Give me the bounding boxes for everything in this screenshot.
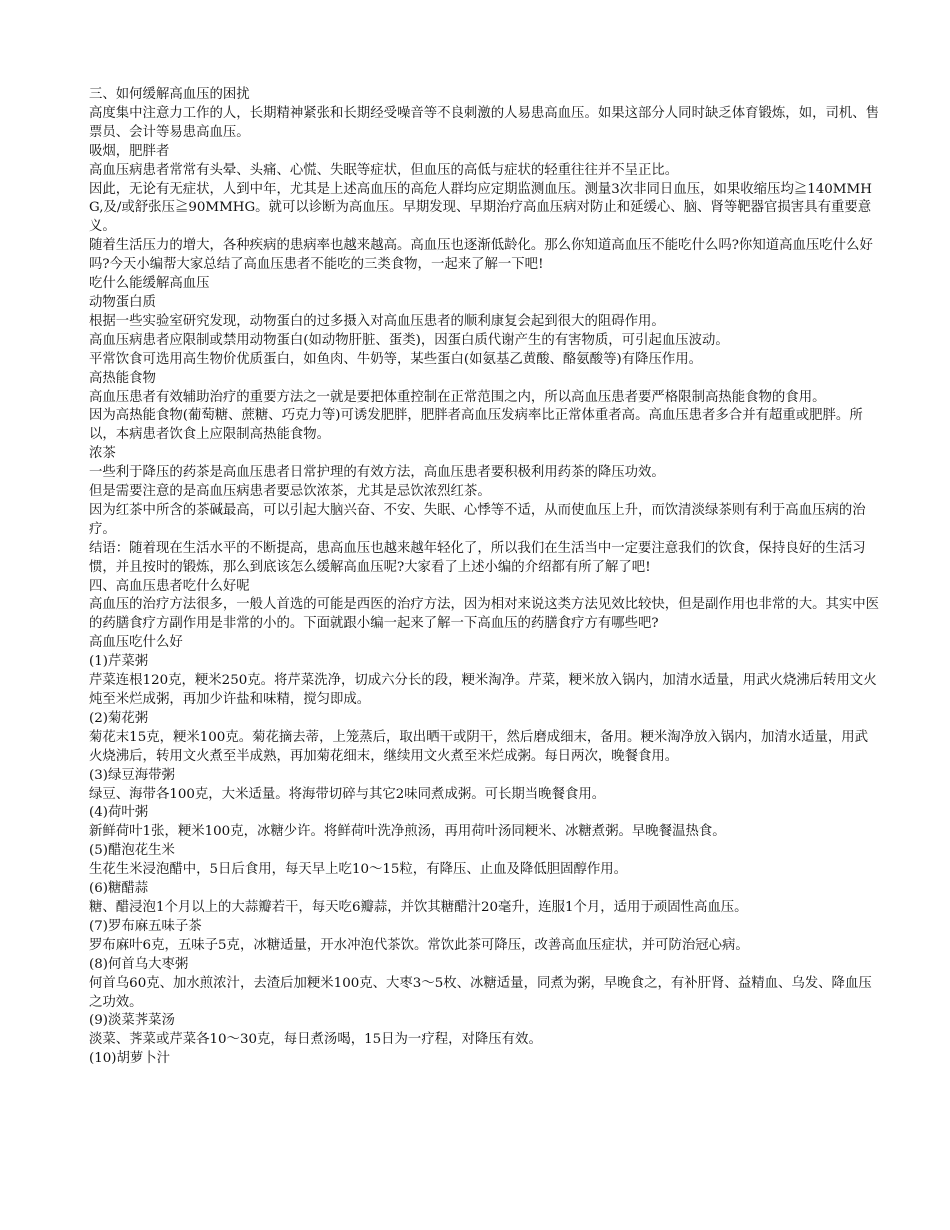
recipe-text: 绿豆、海带各100克，大米适量。将海带切碎与其它2味同煮成粥。可长期当晚餐食用。 — [89, 786, 606, 802]
subheading: 浓茶 — [89, 446, 116, 462]
recipe-title: (10)胡萝卜汁 — [89, 1051, 171, 1067]
subheading: 吸烟，肥胖者 — [89, 143, 170, 159]
subheading: 动物蛋白质 — [89, 294, 156, 310]
document-body — [89, 86, 880, 1069]
paragraph: 高度集中注意力工作的人，长期精神紧张和长期经受噪音等不良刺激的人易患高血压。如果这部分人同时缺乏体育锻炼，如，司机、售票员、会计等易患高血压。 — [89, 105, 880, 140]
recipe-text: 新鲜荷叶1张，粳米100克，冰糖少许。将鲜荷叶洗净煎汤，再用荷叶汤同粳米、冰糖煮粥。早晚餐温热食。 — [89, 824, 726, 840]
paragraph: 结语：随着现在生活水平的不断提高，患高血压也越来越年轻化了，所以我们在生活当中一定要注意我们的饮食，保持良好的生活习惯，并且按时的锻炼，那么到底该怎么缓解高血压呢?大家看了上述小编的介绍都有所了解了吧! — [89, 540, 866, 575]
recipe-title: (6)糖醋蒜 — [89, 881, 149, 897]
paragraph: 随着生活压力的增大，各种疾病的患病率也越来越高。高血压也逐渐低龄化。那么你知道高血压不能吃什么吗?你知道高血压吃什么好吗?今天小编帮大家总结了高血压患者不能吃的三类食物，一起来了解一下吧! — [89, 238, 873, 273]
paragraph: 因为高热能食物(葡萄糖、蔗糖、巧克力等)可诱发肥胖，肥胖者高血压发病率比正常体重者高。高血压患者多合并有超重或肥胖。所以，本病患者饮食上应限制高热能食物。 — [89, 408, 863, 443]
recipe-text: 何首乌60克、加水煎浓汁，去渣后加粳米100克、大枣3～5枚、冰糖适量，同煮为粥，早晚食之，有补肝肾、益精血、乌发、降血压之功效。 — [89, 975, 872, 1010]
recipe-title: (3)绿豆海带粥 — [89, 767, 175, 783]
recipe-title: (1)芹菜粥 — [89, 654, 149, 670]
recipe-title: (8)何首乌大枣粥 — [89, 956, 189, 972]
paragraph: 但是需要注意的是高血压病患者要忌饮浓茶，尤其是忌饮浓烈红茶。 — [89, 484, 491, 500]
recipe-title: (7)罗布麻五味子茶 — [89, 918, 202, 934]
recipe-title: (5)醋泡花生米 — [89, 843, 175, 859]
paragraph: 高血压病患者应限制或禁用动物蛋白(如动物肝脏、蛋类)，因蛋白质代谢产生的有害物质，可引起血压波动。 — [89, 332, 729, 348]
subheading: 吃什么能缓解高血压 — [89, 276, 210, 292]
paragraph: 高血压患者有效辅助治疗的重要方法之一就是要把体重控制在正常范围之内，所以高血压患者要严格限制高热能食物的食用。 — [89, 389, 826, 405]
paragraph: 一些利于降压的药茶是高血压患者日常护理的有效方法，高血压患者要积极利用药茶的降压功效。 — [89, 465, 665, 481]
recipe-text: 糖、醋浸泡1个月以上的大蒜瓣若干，每天吃6瓣蒜，并饮其糖醋汁20毫升，连服1个月，适用于顽固性高血压。 — [89, 899, 748, 915]
section-heading: 三、如何缓解高血压的困扰 — [89, 87, 250, 102]
recipe-text: 淡菜、荠菜或芹菜各10～30克，每日煮汤喝，15日为一疗程，对降压有效。 — [89, 1032, 542, 1048]
recipe-title: (9)淡菜荠菜汤 — [89, 1013, 175, 1029]
paragraph: 高血压病患者常常有头晕、头痛、心慌、失眠等症状，但血压的高低与症状的轻重往往并不呈正比。 — [89, 162, 679, 178]
recipe-text: 芹菜连根120克，粳米250克。将芹菜洗净，切成六分长的段，粳米淘净。芹菜，粳米放入锅内，加清水适量，用武火烧沸后转用文火炖至米烂成粥，再加少许盐和味精，搅匀即成。 — [89, 673, 877, 707]
paragraph: 平常饮食可选用高生物价优质蛋白，如鱼肉、牛奶等，某些蛋白(如氨基乙黄酸、酪氨酸等)有降压作用。 — [89, 351, 703, 367]
section-heading: 四、高血压患者吃什么好呢 — [89, 578, 250, 594]
paragraph: 根据一些实验室研究发现，动物蛋白的过多摄入对高血压患者的顺利康复会起到很大的阻碍作用。 — [89, 313, 665, 329]
recipe-text: 生花生米浸泡醋中，5日后食用，每天早上吃10～15粒，有降压、止血及降低胆固醇作用。 — [89, 862, 628, 878]
subheading: 高热能食物 — [89, 370, 156, 386]
paragraph: 高血压的治疗方法很多，一般人首选的可能是西医的治疗方法，因为相对来说这类方法见效比较快，但是副作用也非常的大。其实中医的药膳食疗方副作用是非常的小的。下面就跟小编一起来了解一下高血压的药膳食疗方有哪些吧? — [89, 597, 880, 632]
recipe-title: (4)荷叶粥 — [89, 805, 149, 821]
recipe-text: 罗布麻叶6克，五味子5克，冰糖适量，开水冲泡代茶饮。常饮此茶可降压，改善高血压症状，并可防治冠心病。 — [89, 937, 749, 953]
recipe-title: (2)菊花粥 — [89, 710, 149, 726]
paragraph: 因此，无论有无症状，人到中年，尤其是上述高血压的高危人群均应定期监测血压。测量3次非同日血压，如果收缩压均≧140MMHG,及/或舒张压≧90MMHG。就可以诊断为高血压。早期发现、早期治疗高血压病对防止和延缓心、脑、肾等靶器官损害具有重要意义。 — [89, 181, 872, 235]
subheading: 高血压吃什么好 — [89, 635, 183, 651]
recipe-text: 菊花末15克，粳米100克。菊花摘去蒂，上笼蒸后，取出晒干或阴干，然后磨成细末，备用。粳米淘净放入锅内，加清水适量，用武火烧沸后，转用文火煮至半成熟，再加菊花细末，继续用文火煮至米烂成粥。每日两次，晚餐食用。 — [89, 729, 869, 764]
paragraph: 因为红茶中所含的茶碱最高，可以引起大脑兴奋、不安、失眠、心悸等不适，从而使血压上升，而饮清淡绿茶则有利于高血压病的治疗。 — [89, 502, 866, 537]
